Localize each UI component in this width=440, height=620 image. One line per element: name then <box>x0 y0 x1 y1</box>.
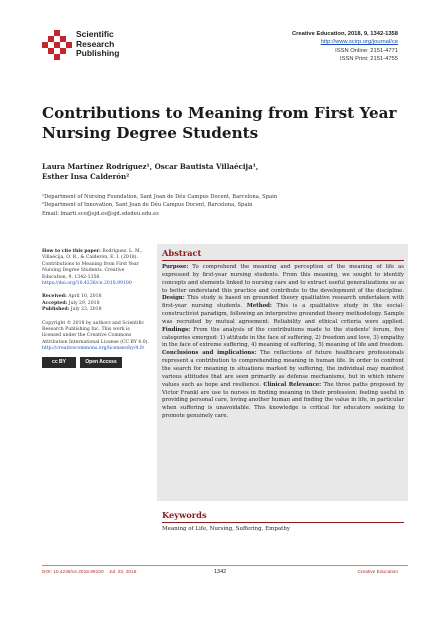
authors-line-1: Laura Martínez Rodríguez¹, Oscar Bautista Villaécija¹, <box>42 162 259 171</box>
author-email[interactable]: Email: lmarti.sco@sjd.es@sjd.sdedeu.edu.es <box>42 210 159 217</box>
footer-journal: Creative Education <box>357 570 398 575</box>
footer-date: Jul. 23, 2018 <box>108 570 137 575</box>
scirp-logo-icon <box>42 30 72 60</box>
journal-url-link[interactable]: http://www.scirp.org/journal/ce <box>320 39 398 46</box>
article-title: Contributions to Meaning from First Year Nursing Degree Students <box>42 104 397 142</box>
method-label: Method: <box>241 303 272 310</box>
cite-doi-link[interactable]: https://doi.org/10.4236/ce.2018.99100 <box>42 281 132 287</box>
page-number: 1342 <box>214 569 227 575</box>
published-date: Published: July 23, 2018 <box>42 307 102 313</box>
keywords-text: Meaning of Life, Nursing, Suffering, Empathy <box>162 526 291 532</box>
abstract-heading: Abstract <box>162 248 202 258</box>
article-sidebar <box>42 249 150 369</box>
journal-info <box>292 30 398 63</box>
findings-label: Findings: <box>162 326 191 333</box>
author-list <box>42 162 342 182</box>
citation-block <box>42 249 150 287</box>
publisher-name: Scientific Research Publishing <box>76 29 120 59</box>
received-date: Received: April 10, 2018 <box>42 294 102 300</box>
authors-line-2: Esther Insa Calderón² <box>42 172 130 181</box>
clinical-text: The three paths proposed by Victor Frankl are use to nurses in finding meaning in their profession: feeling useful in providing personal care, loving another human and finding the value in life, in particular when suffering is unavoidable. This knowledge is critical for educators seeking to promote genuinely care. <box>162 381 405 420</box>
journal-citation: Creative Education, 2018, 9, 1342-1358 <box>291 31 398 37</box>
abstract-divider <box>162 260 404 261</box>
affiliations <box>42 193 362 218</box>
findings-text: From the analysis of the contributions made to the students' forum, five categories emerged: 1) attitude in the face of suffering, 2) freedom and love, 3) empathy in the face of extreme suffering, 4) meaning of suffering, 5) meaning of life and freedom. <box>162 326 404 349</box>
footer-divider <box>42 565 408 566</box>
copyright-notice: Copyright © 2018 by authors and Scientific Research Publishing Inc. This work is licensed under the Creative Commons Attribution International License (CC BY 4.0). <box>42 320 149 345</box>
conclusions-text: The reflections of future healthcare professionals represent a contribution to comprehending meaning in human life. In order to confront the search for meaning in situations marked by suffering, the individual may manifest various attitudes that are seen primarily as defense mechanisms, but in which inhere values such as hope and resilience. <box>162 350 404 388</box>
design-text: This study is based on grounded theory qualitative research undertaken with first-year nursing students. <box>162 295 404 310</box>
conclusions-label: Conclusions and implications: <box>162 350 257 357</box>
keywords-heading: Keywords <box>162 510 207 520</box>
keywords-divider <box>162 522 404 523</box>
publisher-logo <box>42 28 182 68</box>
open-access-badge[interactable]: Open Access <box>80 357 122 368</box>
accepted-date: Accepted: July 29, 2018 <box>42 300 100 306</box>
abstract-text <box>162 264 404 421</box>
cc-by-badge[interactable]: cc BY <box>42 357 76 368</box>
license-link[interactable]: http://creativecommons.org/licenses/by/4.0/ <box>42 346 145 352</box>
cite-label: How to cite this paper: <box>42 249 101 254</box>
cite-text: Rodríguez, L. M., Villaécija, O. B., & Calderón, E. I. (2018). Contributions to Meaning from First Year Nursing Degree Students. Creative Education, 9, 1342-1358. <box>42 249 143 280</box>
method-text: This is a qualitative study in the social-constructivist paradigm, following an interpretive grounded theory methodology. Sample was recruited by mutual agreement. Reliability and ethical criteria were applied. <box>162 303 404 325</box>
purpose-label: Purpose: <box>162 264 189 270</box>
purpose-text: To comprehend the meaning and perception of the meaning of life as expressed by first-year nursing students. From this meaning, we sought to identify concepts and elements linked to nursing care and to extract useful generalizations so as to better understand this practice and contribute to the development of the discipline. <box>162 264 404 294</box>
issn-print: ISSN Print: 2151-4755 <box>339 55 398 62</box>
issn-online: ISSN Online: 2151-4771 <box>335 47 398 54</box>
design-label: Design: <box>162 295 185 302</box>
affiliation-1: ¹Department of Nursing Foundation, Sant Joan de Déu Campus Docent, Barcelona, Spain <box>42 194 278 200</box>
license-badges <box>42 357 150 369</box>
clinical-label: Clinical Relevance: <box>260 381 322 388</box>
footer-doi: DOI: 10.4236/ce.2018.99100 Jul. 23, 2018 <box>42 570 137 575</box>
affiliation-2: ²Department of Innovation, Sant Joan de Déu Campus Docent, Barcelona, Spain <box>42 202 253 209</box>
